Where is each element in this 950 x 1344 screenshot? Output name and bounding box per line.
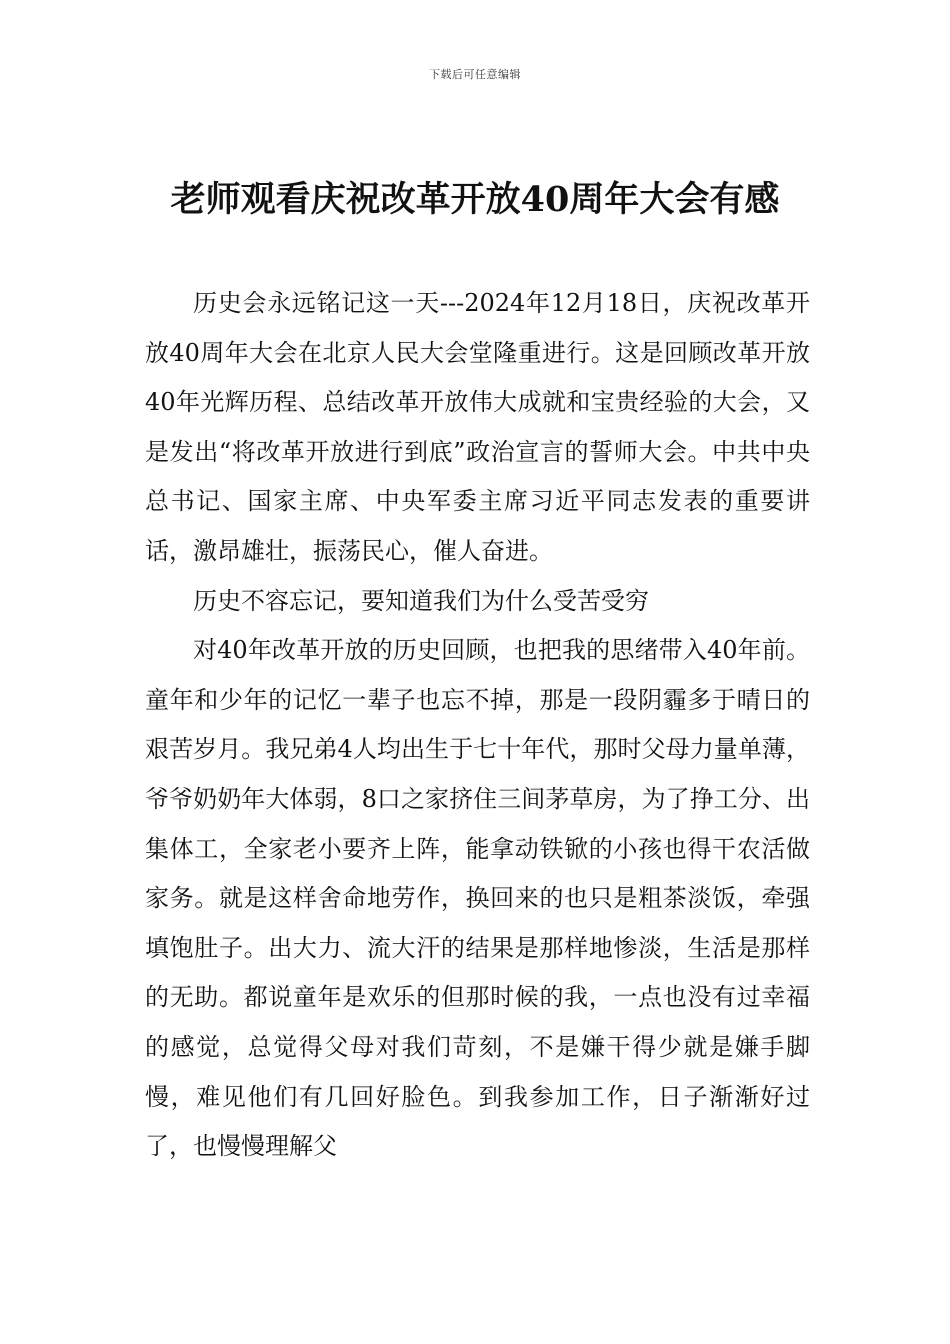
document-body [145, 279, 810, 1172]
header-note: 下载后可任意编辑 [429, 68, 521, 81]
body-paragraph: 对40年改革开放的历史回顾，也把我的思绪带入40年前。童年和少年的记忆一辈子也忘不掉，那是一段阴霾多于晴日的艰苦岁月。我兄弟4人均出生于七十年代，那时父母力量单薄，爷爷奶奶年大体弱，8口之家挤住三间茅草房，为了挣工分、出集体工，全家老小要齐上阵，能拿动铁锨的小孩也得干农活做家务。就是这样舍命地劳作，换回来的也只是粗茶淡饭，牵强填饱肚子。出大力、流大汗的结果是那样地惨淡，生活是那样的无助。都说童年是欢乐的但那时候的我，一点也没有过幸福的感觉，总觉得父母对我们苛刻，不是嫌干得少就是嫌手脚慢，难见他们有几回好脸色。到我参加工作，日子渐渐好过了，也慢慢理解父 [145, 636, 810, 1161]
document-title: 老师观看庆祝改革开放40周年大会有感 [170, 179, 780, 220]
body-paragraph: 历史不容忘记，要知道我们为什么受苦受穷 [193, 586, 649, 615]
body-paragraph: 历史会永远铭记这一天---2024年12月18日，庆祝改革开放40周年大会在北京人民大会堂隆重进行。这是回顾改革开放40年光辉历程、总结改革开放伟大成就和宝贵经验的大会，又是发出“将改革开放进行到底”政治宣言的誓师大会。中共中央总书记、国家主席、中央军委主席习近平同志发表的重要讲话，激昂雄壮，振荡民心，催人奋进。 [145, 289, 810, 565]
